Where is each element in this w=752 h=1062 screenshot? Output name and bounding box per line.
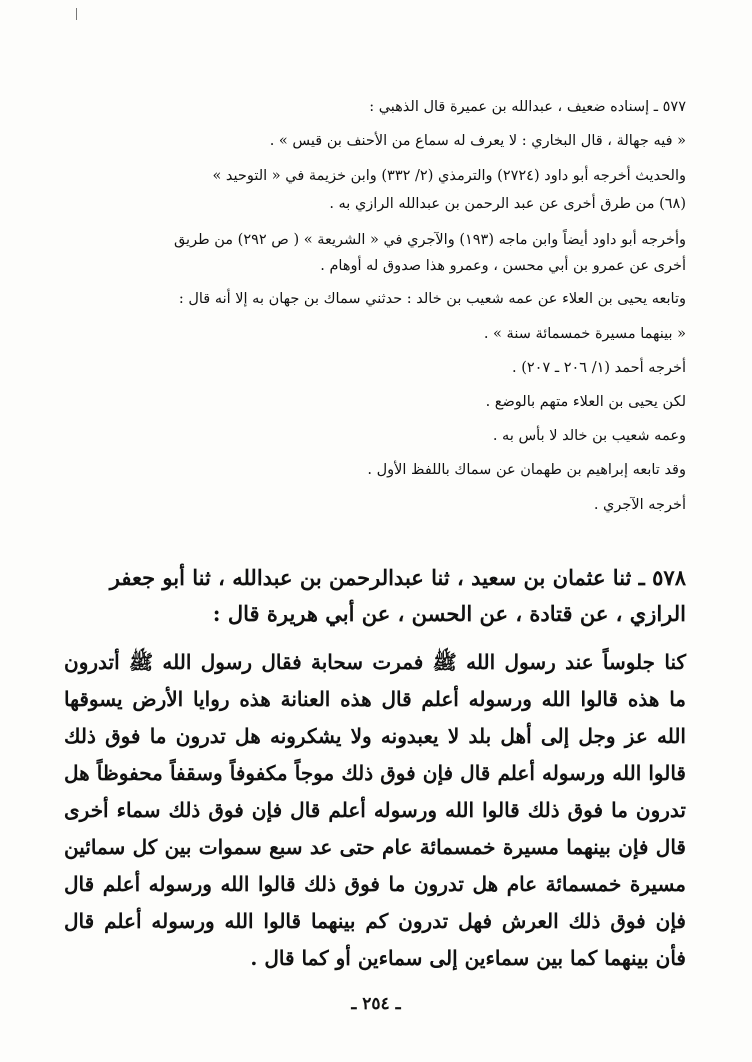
note-line: (٦٨) من طرق أخرى عن عبد الرحمن بن عبدالله الرازي به . <box>329 196 686 213</box>
hadith-text-line: الله عز وجل إلى أهل بلد لا يعبدونه ولا يشكرونه هل تدرون ما فوق ذلك <box>64 724 686 748</box>
hadith-section <box>64 560 686 977</box>
note-line: وقد تابعه إبراهيم بن طهمان عن سماك باللفظ الأول . <box>367 462 686 479</box>
hadith-text-line: فإن فوق ذلك العرش فهل تدرون كم بينهما قالوا الله ورسوله أعلم قال <box>64 909 686 933</box>
page-number: ـ ٢٥٤ ـ <box>351 994 401 1014</box>
note-line: أخرجه أحمد (١/ ٢٠٦ ـ ٢٠٧) . <box>512 360 686 376</box>
hadith-heading: ٥٧٨ ـ ثنا عثمان بن سعيد ، ثنا عبدالرحمن بن عبدالله ، ثنا أبو جعفر <box>109 565 686 590</box>
note-line: « فيه جهالة ، قال البخاري : لا يعرف له سماع من الأحنف بن قيس » . <box>269 133 686 150</box>
hadith-text-line: مسيرة خمسمائة عام هل تدرون ما فوق ذلك قالوا الله ورسوله أعلم قال <box>64 872 686 896</box>
margin-mark <box>76 8 77 20</box>
note-line: وأخرجه أبو داود أيضاً وابن ماجه (١٩٣) والآجري في « الشريعة » ( ص ٢٩٢) من طريق <box>173 231 686 248</box>
hadith-text-line: كنا جلوساً عند رسول الله ﷺ فمرت سحابة فقال رسول الله ﷺ أتدرون <box>64 650 686 674</box>
hadith-text-line: قالوا الله ورسوله أعلم قال فإن فوق ذلك موجاً مكفوفاً وسقفاً محفوظاً هل <box>64 761 686 785</box>
hadith-text-line: تدرون ما فوق ذلك قالوا الله ورسوله أعلم قال فإن فوق ذلك سماء أخرى <box>64 798 686 822</box>
note-line: لكن يحيى بن العلاء متهم بالوضع . <box>485 394 686 411</box>
note-line: والحديث أخرجه أبو داود (٢٧٢٤) والترمذي (٢/ ٣٣٢) وابن خزيمة في « التوحيد » <box>212 168 686 185</box>
hadith-text-line: فأن بينهما كما بين سماءين إلى سماءين أو كما قال . <box>250 946 686 970</box>
hadith-text-line: قال فإن بينهما مسيرة خمسمائة عام حتى عد سبع سموات بين كل سمائين <box>64 835 686 859</box>
note-line: وعمه شعيب بن خالد لا بأس به . <box>492 428 686 445</box>
note-line: « بينهما مسيرة خمسمائة سنة » . <box>483 325 686 342</box>
hadith-heading: الرازي ، عن قتادة ، عن الحسن ، عن أبي هريرة قال : <box>212 601 686 626</box>
footnotes-section <box>66 98 686 514</box>
note-line: أخرى عن عمرو بن أبي محسن ، وعمرو هذا صدوق له أوهام . <box>320 257 686 274</box>
hadith-text-line: ما هذه قالوا الله ورسوله أعلم قال هذه العنانة هذه روايا الأرض يسوقها <box>64 687 686 711</box>
note-line: أخرجه الآجري . <box>593 496 686 513</box>
note-line: ٥٧٧ ـ إسناده ضعيف ، عبدالله بن عميرة قال الذهبي : <box>369 99 686 115</box>
note-line: وتابعه يحيى بن العلاء عن عمه شعيب بن خالد : حدثني سماك بن جهان به إلا أنه قال : <box>178 290 686 307</box>
